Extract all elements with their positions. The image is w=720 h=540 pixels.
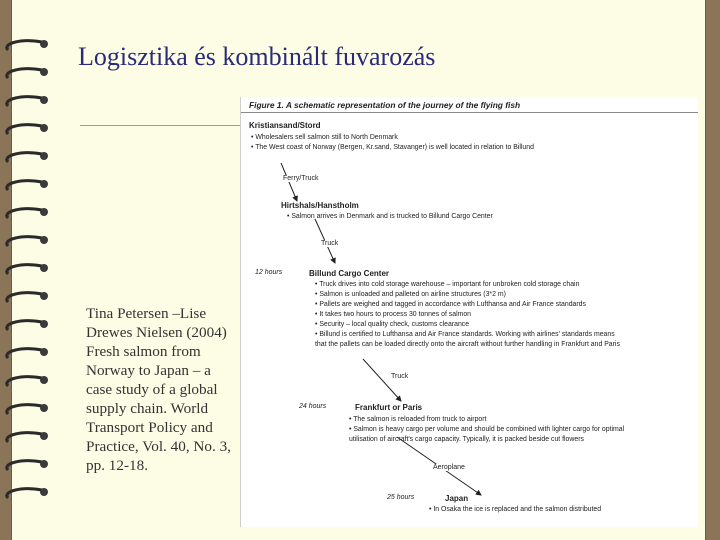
figure-title: Figure 1. A schematic representation of the journey of the flying fish xyxy=(249,100,521,110)
slide-title: Logisztika és kombinált fuvarozás xyxy=(78,42,436,71)
stage-bullet: utilisation of aircraft's cargo capacity. Typically, it is packed beside cut flowers xyxy=(349,436,584,443)
transport-mode: Truck xyxy=(321,240,339,247)
binding-ring-icon xyxy=(0,260,52,280)
binding-ring-icon xyxy=(0,484,52,504)
stage-bullet: • Wholesalers sell salmon still to North Denmark xyxy=(251,134,398,141)
title-divider xyxy=(80,125,240,126)
binding-ring-icon xyxy=(0,204,52,224)
binding-ring-icon xyxy=(0,316,52,336)
binding-ring-icon xyxy=(0,36,52,56)
transport-mode: Ferry/Truck xyxy=(283,175,319,182)
binding-ring-icon xyxy=(0,64,52,84)
stage-kristiansand: Kristiansand/Stord xyxy=(249,121,321,130)
stage-bullet: • Truck drives into cold storage warehouse – important for unbroken cold storage chain xyxy=(315,281,580,288)
binding-ring-icon xyxy=(0,176,52,196)
binding-ring-icon xyxy=(0,400,52,420)
binding-ring-icon xyxy=(0,92,52,112)
binding-ring-icon xyxy=(0,148,52,168)
stage-billund: Billund Cargo Center xyxy=(309,269,390,278)
duration-label: 25 hours xyxy=(387,494,415,501)
stage-frankfurt-paris: Frankfurt or Paris xyxy=(355,403,423,412)
stage-bullet: • In Osaka the ice is replaced and the salmon distributed xyxy=(429,506,602,513)
duration-label: 12 hours xyxy=(255,269,283,276)
stage-bullet: • Billund is certified to Lufthansa and Air France standards. Working with airlines' standards means xyxy=(315,331,615,338)
arrow-3 xyxy=(363,359,401,401)
duration-label: 24 hours xyxy=(299,403,327,410)
stage-bullet: • Security – local quality check, customs clearance xyxy=(315,321,470,328)
stage-bullet: • The West coast of Norway (Bergen, Kr.sand, Stavanger) is well located in relation to Billund xyxy=(251,144,534,151)
binding-ring-icon xyxy=(0,344,52,364)
transport-mode: Aeroplane xyxy=(433,464,465,471)
citation-text: Tina Petersen –Lise Drewes Nielsen (2004) Fresh salmon from Norway to Japan – a case study of a global supply chain. World Transport Policy and Practice, Vol. 40, No. 3, pp. 12-18. xyxy=(86,305,231,474)
journey-figure xyxy=(240,97,698,527)
binding-ring-icon xyxy=(0,428,52,448)
stage-bullet: • Salmon is unloaded and palleted on airline structures (3*2 m) xyxy=(315,291,506,298)
stage-bullet: • Salmon is heavy cargo per volume and should be combined with lighter cargo for optimal xyxy=(349,426,625,433)
arrow-1 xyxy=(281,163,297,201)
stage-bullet: that the pallets can be loaded directly onto the aircraft without further handling in Frankfurt and Paris xyxy=(315,341,620,348)
stage-bullet: • The salmon is reloaded from truck to airport xyxy=(349,416,487,423)
binding-ring-icon xyxy=(0,120,52,140)
binding-ring-icon xyxy=(0,288,52,308)
binding-ring-icon xyxy=(0,372,52,392)
stage-hirtshals: Hirtshals/Hanstholm xyxy=(281,201,359,210)
stage-bullet: • Salmon arrives in Denmark and is trucked to Billund Cargo Center xyxy=(287,213,493,220)
binding-ring-icon xyxy=(0,456,52,476)
stage-japan: Japan xyxy=(445,494,469,503)
binding-ring-icon xyxy=(0,232,52,252)
figure-divider xyxy=(241,112,698,113)
transport-mode: Truck xyxy=(391,373,409,380)
stage-bullet: • It takes two hours to process 30 tonnes of salmon xyxy=(315,311,472,318)
stage-bullet: • Pallets are weighed and tagged in accordance with Lufthansa and Air France standards xyxy=(315,301,586,308)
